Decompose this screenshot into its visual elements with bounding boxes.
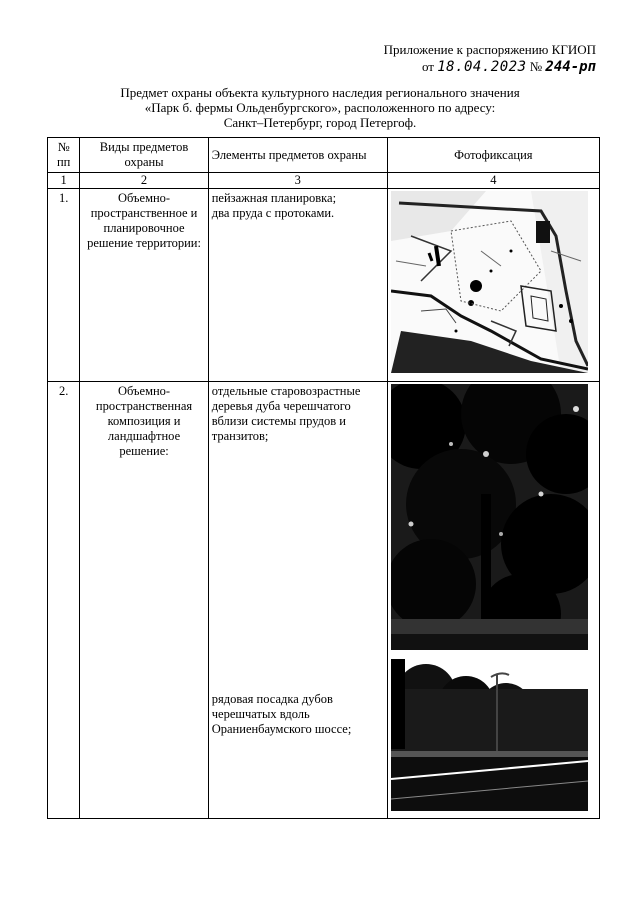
header-number: № пп — [48, 138, 80, 173]
row-number: 1. — [48, 189, 80, 382]
number-sign: № — [529, 59, 543, 74]
header-elements: Элементы предметов охраны — [208, 138, 387, 173]
table-header-row — [48, 138, 600, 173]
oak-row-highway-photo — [391, 659, 588, 811]
column-number-row — [48, 173, 600, 189]
document-title — [60, 85, 580, 130]
annex-label: Приложение к распоряжению КГИОП — [383, 42, 596, 57]
title-line-1: Предмет охраны объекта культурного наследия регионального значения — [120, 85, 520, 100]
photo-cell — [387, 189, 599, 382]
from-label: от — [421, 59, 434, 74]
col-number-1: 1 — [48, 173, 80, 189]
element-item: два пруда с протоками. — [211, 206, 335, 220]
plan-map-photo — [391, 191, 588, 373]
element-item: рядовая посадка дубов черешчатых вдоль Ораниенбаумского шоссе; — [211, 692, 352, 736]
title-line-3: Санкт–Петербург, город Петергоф. — [223, 115, 417, 130]
protection-subject-table — [47, 137, 600, 819]
order-number: 244-рп — [545, 59, 596, 75]
col-number-2: 2 — [80, 173, 208, 189]
photo-gap — [391, 650, 596, 659]
table-row — [48, 382, 600, 819]
protection-elements — [208, 189, 387, 382]
col-number-4: 4 — [387, 173, 599, 189]
row-number: 2. — [48, 382, 80, 819]
order-reference — [356, 58, 596, 76]
order-date: 18.04.2023 — [437, 59, 527, 75]
protection-type: Объемно-пространственное и планировочное решение территории: — [80, 189, 208, 382]
oak-trees-photo — [391, 384, 588, 650]
element-item: отдельные старовозрастные деревья дуба черешчатого вблизи системы прудов и транзитов; — [211, 384, 361, 443]
header-photo: Фотофиксация — [387, 138, 599, 173]
header-type: Виды предметов охраны — [80, 138, 208, 173]
element-item: пейзажная планировка; — [211, 191, 337, 205]
protection-type: Объемно-пространственная композиция и ландшафтное решение: — [80, 382, 208, 819]
title-line-2: «Парк б. фермы Ольденбургского», расположенного по адресу: — [144, 100, 496, 115]
protection-elements — [208, 382, 387, 819]
photo-cell — [387, 382, 599, 819]
table-row — [48, 189, 600, 382]
document-header — [356, 41, 596, 76]
col-number-3: 3 — [208, 173, 387, 189]
